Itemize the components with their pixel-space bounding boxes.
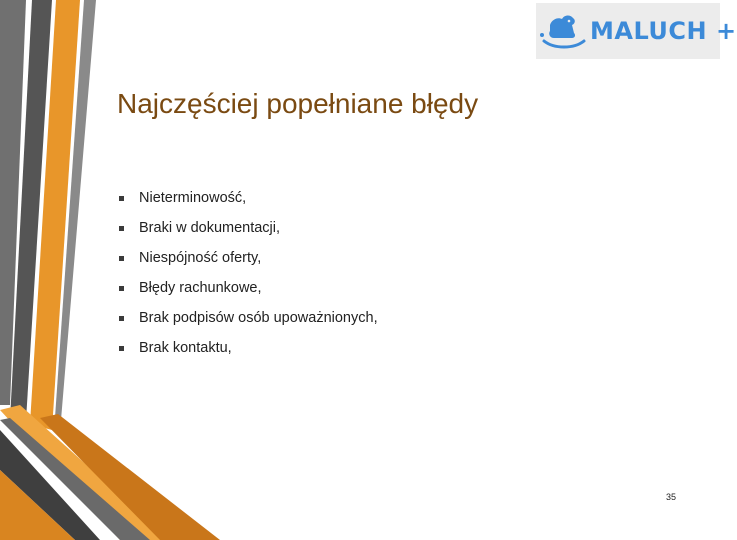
bullet-square-icon xyxy=(119,196,124,201)
list-item xyxy=(118,303,378,333)
list-item xyxy=(118,273,378,303)
bullet-square-icon xyxy=(119,316,124,321)
rocking-horse-icon xyxy=(540,11,588,51)
list-item xyxy=(118,183,378,213)
list-item xyxy=(118,243,378,273)
list-item-text: Brak kontaktu, xyxy=(139,340,232,356)
logo-text: MALUCH + xyxy=(590,17,737,45)
list-item-text: Niespójność oferty, xyxy=(139,250,262,266)
list-item-text: Nieterminowość, xyxy=(139,190,247,206)
bullet-square-icon xyxy=(119,256,124,261)
list-item-text: Brak podpisów osób upoważnionych, xyxy=(139,310,378,326)
bullet-square-icon xyxy=(119,286,124,291)
logo xyxy=(536,3,737,59)
bullet-list xyxy=(118,183,378,363)
list-item-text: Braki w dokumentacji, xyxy=(139,220,281,236)
slide-title: Najczęściej popełniane błędy xyxy=(117,88,479,119)
list-item xyxy=(118,333,378,363)
bullet-square-icon xyxy=(119,346,124,351)
bullet-square-icon xyxy=(119,226,124,231)
list-item-text: Błędy rachunkowe, xyxy=(139,280,262,296)
page-number: 35 xyxy=(666,492,677,502)
list-item xyxy=(118,213,378,243)
